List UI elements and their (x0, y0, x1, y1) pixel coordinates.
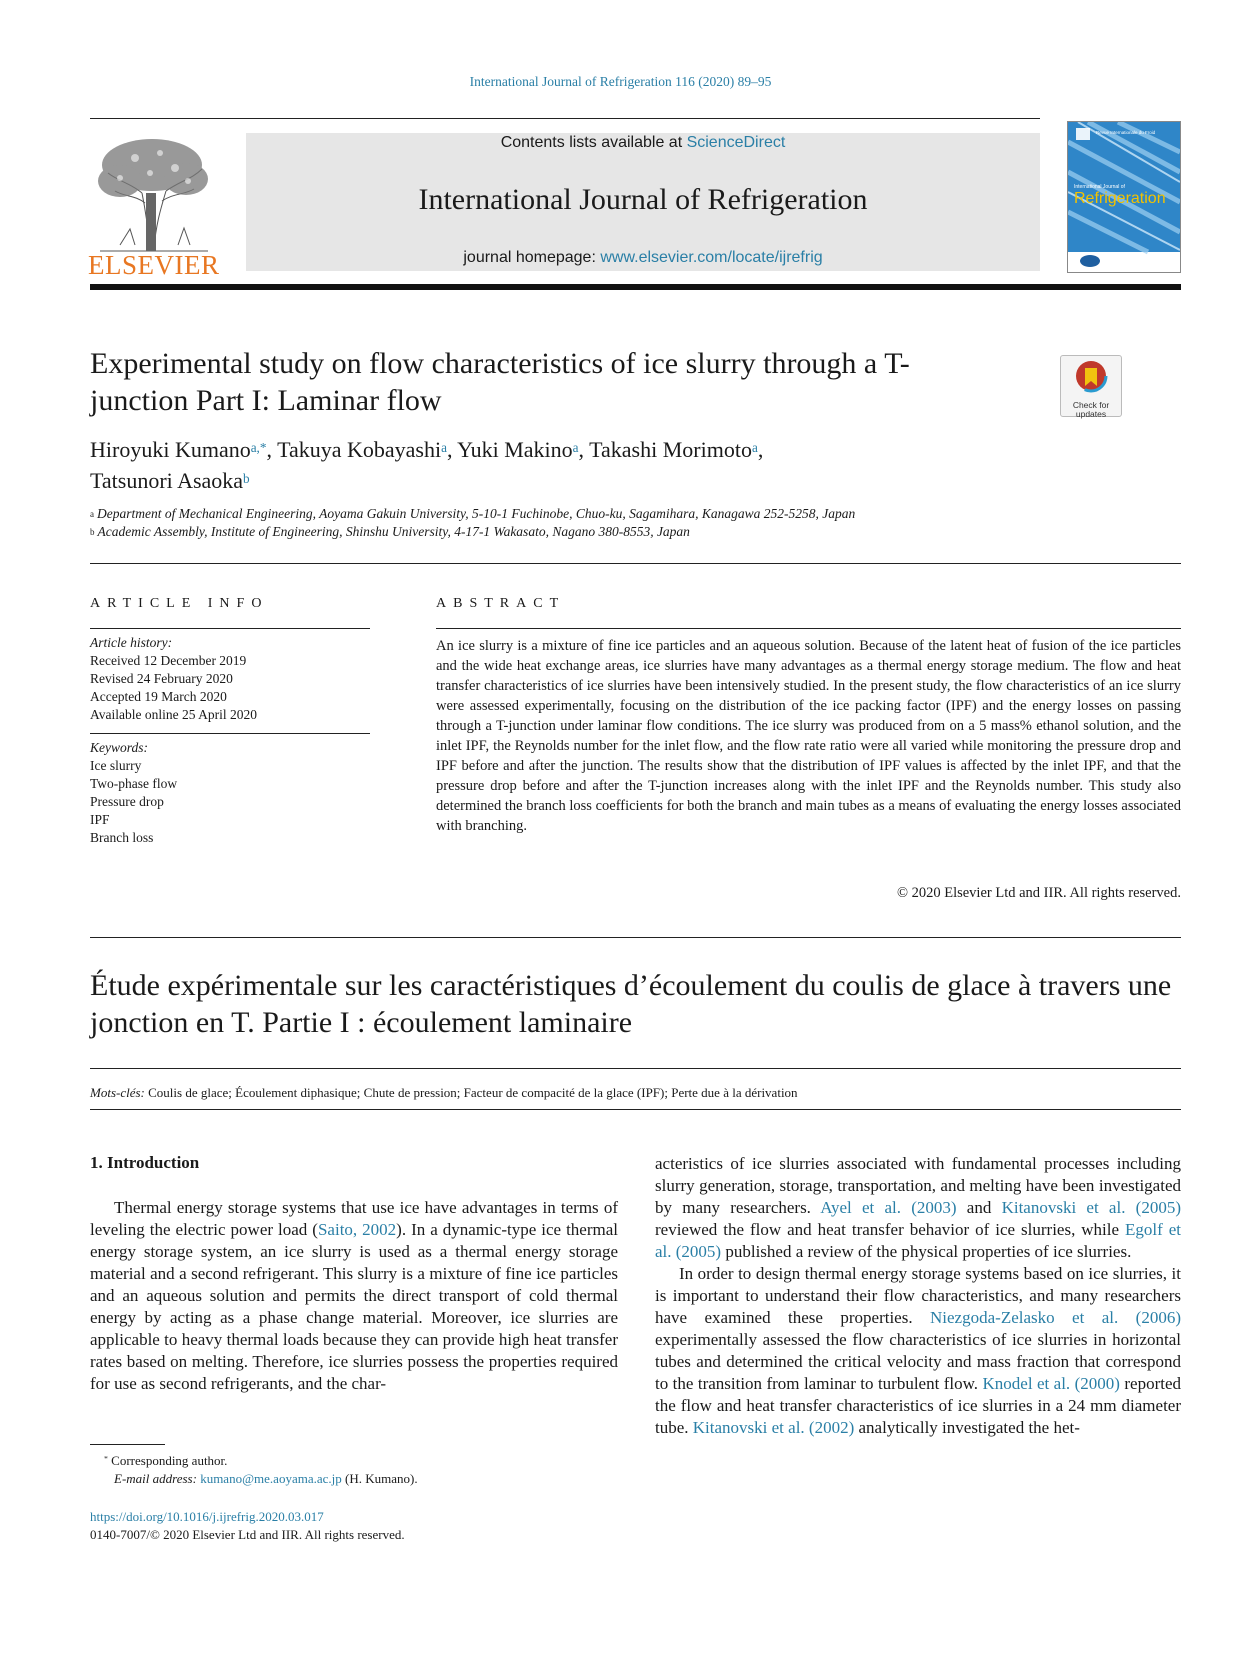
citation-link[interactable]: Saito, 2002 (317, 1220, 397, 1239)
footnote-rule (90, 1444, 165, 1445)
mots-cles-label: Mots-clés: (90, 1085, 145, 1100)
homepage-prefix: journal homepage: (463, 249, 601, 266)
article-title: Experimental study on flow characteristics of ice slurry through a T-junction Part I: Laminar flow (90, 347, 910, 417)
check-for-updates-button[interactable] (1060, 355, 1122, 417)
mots-cles (90, 1085, 1181, 1101)
divider (90, 1068, 1181, 1069)
citation-link[interactable]: Niezgoda-Zelasko et al. (2006) (930, 1308, 1181, 1327)
header-rule (90, 118, 1040, 119)
history-item: Revised 24 February 2020 (90, 671, 233, 686)
citation-link[interactable]: Knodel et al. (2000) (982, 1374, 1120, 1393)
citation-link[interactable]: Ayel et al. (2003) (820, 1198, 957, 1217)
divider (90, 733, 370, 734)
history-label: Article history: (90, 635, 173, 650)
abstract-heading: ABSTRACT (436, 596, 566, 611)
cover-line3: Refrigeration (1074, 190, 1166, 207)
email-link[interactable]: kumano@me.aoyama.ac.jp (200, 1471, 342, 1486)
cover-title-block (1074, 184, 1178, 208)
divider (90, 628, 370, 629)
history-item: Accepted 19 March 2020 (90, 689, 227, 704)
contents-prefix: Contents lists available at (500, 134, 687, 151)
author-5[interactable]: Tatsunori Asaoka$^b$ (90, 468, 250, 493)
check-for-updates-label: Check for updates (1072, 400, 1110, 419)
cover-text (1096, 130, 1180, 136)
running-header[interactable]: International Journal of Refrigeration 116 (2020) 89–95 (469, 74, 772, 89)
author-4[interactable]: Takashi Morimoto$^a$ (589, 437, 758, 462)
affiliations (90, 505, 1090, 541)
article-info-heading: ARTICLE INFO (90, 596, 269, 611)
author-list: Hiroyuki Kumano$^{a,*}$, Takuya Kobayashi$^a$, Yuki Makino$^a$, Takashi Morimoto$^a$, Tatsunori Asaoka$^b$ (90, 437, 764, 493)
corresponding-author-note: * Corresponding author. (104, 1453, 228, 1468)
keyword: Pressure drop (90, 794, 164, 809)
email-line: E-mail address: kumano@me.aoyama.ac.jp (H. Kumano). (114, 1471, 418, 1486)
doi-block (90, 1508, 405, 1544)
keyword: IPF (90, 812, 110, 827)
contents-line (246, 134, 1040, 152)
citation-link[interactable]: Kitanovski et al. (2005) (1001, 1198, 1182, 1217)
doi-link[interactable]: https://doi.org/10.1016/j.ijrefrig.2020.03.017 (90, 1509, 324, 1524)
paragraph: Thermal energy storage systems that use ice have advantages in terms of leveling the electric power load (Saito, 2002). In a dynamic-type ice thermal energy storage system, an ice slurry is used as a thermal energy storage material and a second refrigerant. This slurry is a mixture of fine ice particles and an aqueous solution and permits the direct transport of cold thermal energy by acting as a phase change material. Moreover, ice slurries are applicable to heavy thermal loads because they can provide high heat transfer rates based on melting. Therefore, ice slurries possess the properties required for use as second refrigerants, and the char- (90, 1198, 618, 1393)
issn-copyright: 0140-7007/© 2020 Elsevier Ltd and IIR. All rights reserved. (90, 1527, 405, 1542)
history-item: Received 12 December 2019 (90, 653, 247, 668)
journal-cover-image[interactable] (1067, 121, 1181, 273)
divider (90, 563, 1181, 564)
abstract-text: An ice slurry is a mixture of fine ice particles and an aqueous solution. Because of the latent heat of fusion of the ice particles and the wide heat exchange areas, ice slurries have many advantages as a thermal energy storage medium. The flow and heat transfer characteristics of ice slurries have been intensively studied. In the present study, the flow characteristics of an ice slurry were assessed experimentally, focusing on the distribution of the ice packing factor (IPF) and the energy losses on passing through a T-junction under laminar flow conditions. The ice slurry was produced from on a 5 mass% ethanol solution, and the inlet IPF, the Reynolds number for the inlet flow, and the flow rate ratio were all varied while monitoring the pressure drop and IPF before and after the junction. The results show that the distribution of IPF values is affected by the inlet IPF, and that the pressure drop before and after the T-junction increases along with the inlet IPF and the Reynolds number. This study also determined the branch loss coefficients for both the branch and main tubes as a means of evaluating the energy losses associated with branching. (436, 638, 1181, 834)
author-3[interactable]: Yuki Makino$^a$ (457, 437, 579, 462)
keyword: Ice slurry (90, 758, 142, 773)
footnote (90, 1452, 618, 1488)
homepage-link[interactable]: www.elsevier.com/locate/ijrefrig (600, 249, 823, 266)
citation-link[interactable]: Kitanovski et al. (2002) (692, 1418, 855, 1437)
cover-line2: International Journal of (1074, 184, 1125, 190)
divider (436, 628, 1181, 629)
article-history (90, 634, 370, 724)
section-heading-introduction: 1. Introduction (90, 1153, 200, 1172)
journal-title: International Journal of Refrigeration (418, 183, 868, 216)
bookmark-icon (1061, 356, 1121, 396)
keyword: Branch loss (90, 830, 154, 845)
divider (90, 1109, 1181, 1110)
mots-cles-list: Coulis de glace; Écoulement diphasique; Chute de pression; Facteur de compacité de la glace (IPF); Perte due à la dérivation (144, 1085, 798, 1100)
abstract-copyright: © 2020 Elsevier Ltd and IIR. All rights reserved. (896, 885, 1181, 901)
homepage-line (246, 249, 1040, 267)
body-column-left (90, 1197, 618, 1395)
citation-link[interactable]: Egolf et al. (2005) (655, 1220, 1181, 1261)
french-title: Étude expérimentale sur les caractéristiques d’écoulement du coulis de glace à travers une jonction en T. Partie I : écoulement laminaire (90, 969, 1172, 1039)
paragraph: acteristics of ice slurries associated with fundamental processes including slurry generation, storage, transportation, and melting have been investigated by many researchers. Ayel et al. (2003) and Kitanovski et al. (2005) reviewed the flow and heat transfer behavior of ice slurries, while Egolf et al. (2005) published a review of the physical properties of ice slurries. (655, 1154, 1182, 1261)
header-thick-rule (90, 284, 1181, 290)
body-column-right (655, 1153, 1181, 1439)
keywords-label: Keywords: (90, 740, 148, 755)
author-2[interactable]: Takuya Kobayashi$^a$ (277, 437, 447, 462)
cover-line1: Revue Internationale du Froid (1096, 130, 1156, 135)
author-1[interactable]: Hiroyuki Kumano$^{a,*}$ (90, 437, 267, 462)
sciencedirect-link[interactable]: ScienceDirect (686, 134, 786, 151)
divider (90, 937, 1181, 938)
history-item: Available online 25 April 2020 (90, 707, 257, 722)
affiliation-a: $^a$ Department of Mechanical Engineering, Aoyama Gakuin University, 5-10-1 Fuchinobe, Chuo-ku, Sagamihara, Kanagawa 252-5258, Japan (90, 506, 856, 521)
paragraph: In order to design thermal energy storage systems based on ice slurries, it is important to understand their flow characteristics, and many researchers have examined these properties. Niezgoda-Zelasko et al. (2006) experimentally assessed the flow characteristics of ice slurries in horizontal tubes and determined the critical velocity and mass fraction that correspond to the transition from laminar to turbulent flow. Knodel et al. (2000) reported the flow and heat transfer characteristics of ice slurries in a 24 mm diameter tube. Kitanovski et al. (2002) analytically investigated the het- (655, 1264, 1181, 1437)
keywords (90, 739, 370, 847)
keyword: Two-phase flow (90, 776, 178, 791)
affiliation-b: $^b$ Academic Assembly, Institute of Engineering, Shinshu University, 4-17-1 Wakasato, Nagano 380-8553, Japan (90, 524, 690, 539)
elsevier-wordmark[interactable]: ELSEVIER (88, 250, 220, 280)
